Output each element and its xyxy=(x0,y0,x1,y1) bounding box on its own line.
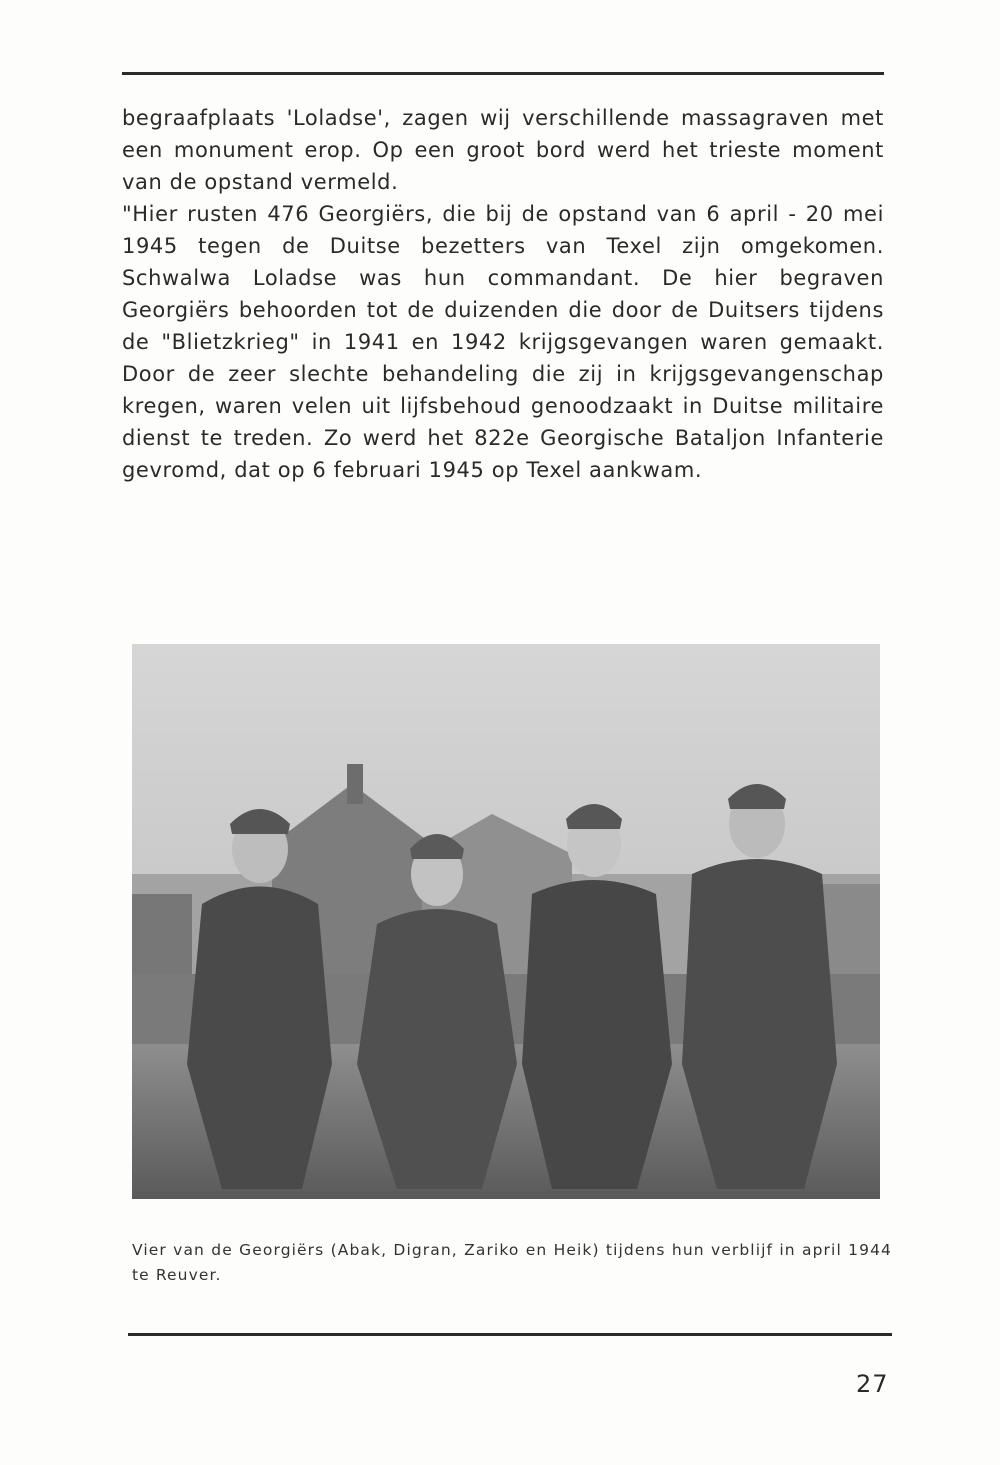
paragraph-1: begraafplaats 'Loladse', zagen wij verschillende massagraven met een monument erop. Op een groot bord werd het trieste moment van de opstand vermeld. xyxy=(122,106,884,194)
page-number: 27 xyxy=(856,1370,889,1398)
bottom-rule xyxy=(128,1333,892,1336)
photograph-four-soldiers xyxy=(132,644,880,1199)
top-rule xyxy=(122,72,884,75)
photo-caption: Vier van de Georgiërs (Abak, Digran, Zariko en Heik) tijdens hun verblijf in april 1944 te Reuver. xyxy=(132,1241,892,1284)
paragraph-2: "Hier rusten 476 Georgiërs, die bij de opstand van 6 april - 20 mei 1945 tegen de Duitse bezetters van Texel zijn omgekomen. Schwalwa Loladse was hun commandant. De hier begraven Georgiërs behoorden tot de duizenden die door de Duitsers tijdens de "Blietzkrieg" in 1941 en 1942 krijgsgevangen waren gemaakt. Door de zeer slechte behandeling die zij in krijgsgevangenschap kregen, waren velen uit lijfsbehoud genoodzaakt in Duitse militaire dienst te treden. Zo werd het 822e Georgische Bataljon Infanterie gevromd, dat op 6 februari 1945 op Texel aankwam. xyxy=(122,202,884,482)
body-text xyxy=(122,102,884,486)
